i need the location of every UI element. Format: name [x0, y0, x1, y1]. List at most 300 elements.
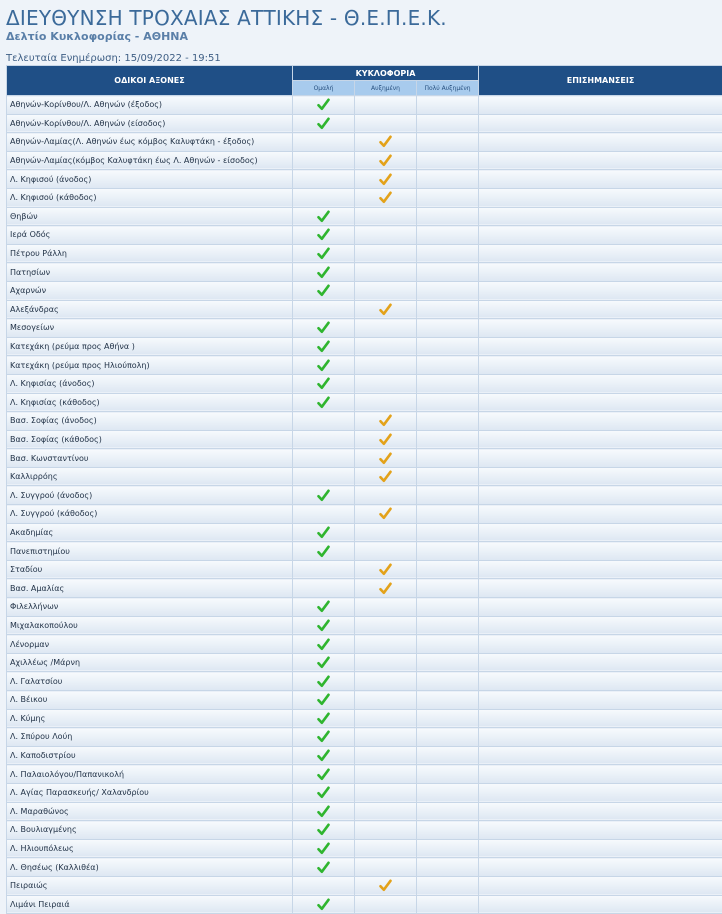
status-increased-cell [355, 505, 417, 524]
checkmark-icon [317, 489, 330, 502]
road-name: Ακαδημίας [7, 523, 293, 542]
status-very-increased-cell [417, 393, 479, 412]
notes-cell [479, 114, 722, 133]
status-normal-cell [293, 560, 355, 579]
status-increased-cell [355, 579, 417, 598]
table-row [7, 319, 722, 338]
status-normal-cell [293, 783, 355, 802]
notes-cell [479, 876, 722, 895]
checkmark-icon [379, 303, 392, 316]
status-normal-cell [293, 300, 355, 319]
status-increased-cell [355, 486, 417, 505]
status-increased-cell [355, 356, 417, 375]
status-normal-cell [293, 728, 355, 747]
header-notes: ΕΠΙΣΗΜΑΝΣΕΙΣ [479, 66, 722, 96]
table-row [7, 728, 722, 747]
notes-cell [479, 672, 722, 691]
checkmark-icon [379, 563, 392, 576]
status-normal-cell [293, 188, 355, 207]
road-name: Λ. Μαραθώνος [7, 802, 293, 821]
status-very-increased-cell [417, 895, 479, 914]
status-normal-cell [293, 821, 355, 840]
table-row [7, 412, 722, 431]
status-increased-cell [355, 746, 417, 765]
status-increased-cell [355, 653, 417, 672]
status-normal-cell [293, 858, 355, 877]
status-normal-cell [293, 505, 355, 524]
status-very-increased-cell [417, 226, 479, 245]
table-row [7, 430, 722, 449]
status-very-increased-cell [417, 542, 479, 561]
table-row [7, 579, 722, 598]
checkmark-icon [317, 247, 330, 260]
notes-cell [479, 96, 722, 115]
status-very-increased-cell [417, 430, 479, 449]
notes-cell [479, 783, 722, 802]
road-name: Λ. Σπύρου Λούη [7, 728, 293, 747]
table-row [7, 263, 722, 282]
status-normal-cell [293, 356, 355, 375]
table-row [7, 709, 722, 728]
checkmark-icon [317, 749, 330, 762]
status-normal-cell [293, 635, 355, 654]
table-row [7, 635, 722, 654]
road-name: Βασ. Σοφίας (άνοδος) [7, 412, 293, 431]
checkmark-icon [379, 154, 392, 167]
status-very-increased-cell [417, 635, 479, 654]
status-normal-cell [293, 876, 355, 895]
road-name: Φιλελλήνων [7, 598, 293, 617]
table-row [7, 226, 722, 245]
road-name: Μιχαλακοπούλου [7, 616, 293, 635]
notes-cell [479, 319, 722, 338]
status-very-increased-cell [417, 598, 479, 617]
status-increased-cell [355, 709, 417, 728]
status-normal-cell [293, 616, 355, 635]
status-normal-cell [293, 170, 355, 189]
notes-cell [479, 337, 722, 356]
status-normal-cell [293, 746, 355, 765]
notes-cell [479, 151, 722, 170]
status-increased-cell [355, 412, 417, 431]
checkmark-icon [317, 656, 330, 669]
table-row [7, 207, 722, 226]
table-row [7, 300, 722, 319]
status-increased-cell [355, 449, 417, 468]
checkmark-icon [379, 452, 392, 465]
road-name: Λιμάνι Πειραιά [7, 895, 293, 914]
status-very-increased-cell [417, 523, 479, 542]
status-increased-cell [355, 783, 417, 802]
table-row [7, 783, 722, 802]
status-increased-cell [355, 188, 417, 207]
status-normal-cell [293, 523, 355, 542]
checkmark-icon [317, 730, 330, 743]
checkmark-icon [317, 842, 330, 855]
status-increased-cell [355, 467, 417, 486]
status-normal-cell [293, 653, 355, 672]
table-row [7, 839, 722, 858]
table-row [7, 672, 722, 691]
status-normal-cell [293, 374, 355, 393]
status-very-increased-cell [417, 876, 479, 895]
status-normal-cell [293, 114, 355, 133]
table-row [7, 188, 722, 207]
status-increased-cell [355, 244, 417, 263]
status-very-increased-cell [417, 802, 479, 821]
road-name: Λ. Βέικου [7, 691, 293, 710]
notes-cell [479, 188, 722, 207]
table-row [7, 895, 722, 914]
status-normal-cell [293, 430, 355, 449]
table-row [7, 765, 722, 784]
checkmark-icon [317, 712, 330, 725]
status-very-increased-cell [417, 691, 479, 710]
status-increased-cell [355, 374, 417, 393]
status-very-increased-cell [417, 300, 479, 319]
status-increased-cell [355, 616, 417, 635]
road-name: Κατεχάκη (ρεύμα προς Ηλιούπολη) [7, 356, 293, 375]
status-normal-cell [293, 709, 355, 728]
notes-cell [479, 765, 722, 784]
road-name: Λ. Ηλιουπόλεως [7, 839, 293, 858]
road-name: Βασ. Κωνσταντίνου [7, 449, 293, 468]
status-normal-cell [293, 691, 355, 710]
checkmark-icon [379, 414, 392, 427]
header-road-axes: ΟΔΙΚΟΙ ΑΞΟΝΕΣ [7, 66, 293, 96]
status-increased-cell [355, 430, 417, 449]
status-very-increased-cell [417, 374, 479, 393]
road-name: Λ. Βουλιαγμένης [7, 821, 293, 840]
page-subtitle: Δελτίο Κυκλοφορίας - ΑΘΗΝΑ [6, 30, 188, 43]
status-increased-cell [355, 393, 417, 412]
notes-cell [479, 393, 722, 412]
status-very-increased-cell [417, 244, 479, 263]
status-very-increased-cell [417, 765, 479, 784]
status-increased-cell [355, 170, 417, 189]
checkmark-icon [317, 638, 330, 651]
status-increased-cell [355, 765, 417, 784]
road-name: Θηβών [7, 207, 293, 226]
notes-cell [479, 839, 722, 858]
road-name: Λ. Συγγρού (άνοδος) [7, 486, 293, 505]
status-increased-cell [355, 133, 417, 152]
road-name: Κατεχάκη (ρεύμα προς Αθήνα ) [7, 337, 293, 356]
status-normal-cell [293, 672, 355, 691]
checkmark-icon [379, 135, 392, 148]
road-name: Αθηνών-Λαμίας(κόμβος Καλυφτάκη έως Λ. Αθηνών - είσοδος) [7, 151, 293, 170]
table-row [7, 467, 722, 486]
road-name: Αχιλλέως /Μάρνη [7, 653, 293, 672]
status-normal-cell [293, 839, 355, 858]
checkmark-icon [379, 173, 392, 186]
checkmark-icon [379, 879, 392, 892]
header-level-very-increased: Πολύ Αυξημένη [417, 81, 479, 96]
status-very-increased-cell [417, 653, 479, 672]
status-very-increased-cell [417, 560, 479, 579]
status-very-increased-cell [417, 207, 479, 226]
status-increased-cell [355, 876, 417, 895]
checkmark-icon [317, 359, 330, 372]
status-normal-cell [293, 281, 355, 300]
status-very-increased-cell [417, 337, 479, 356]
notes-cell [479, 281, 722, 300]
checkmark-icon [317, 619, 330, 632]
status-increased-cell [355, 839, 417, 858]
status-very-increased-cell [417, 412, 479, 431]
status-very-increased-cell [417, 133, 479, 152]
table-row [7, 170, 722, 189]
notes-cell [479, 430, 722, 449]
status-very-increased-cell [417, 170, 479, 189]
status-increased-cell [355, 821, 417, 840]
status-normal-cell [293, 802, 355, 821]
notes-cell [479, 244, 722, 263]
status-very-increased-cell [417, 783, 479, 802]
notes-cell [479, 486, 722, 505]
checkmark-icon [317, 861, 330, 874]
status-increased-cell [355, 858, 417, 877]
status-normal-cell [293, 207, 355, 226]
road-name: Σταδίου [7, 560, 293, 579]
checkmark-icon [317, 284, 330, 297]
road-name: Μεσογείων [7, 319, 293, 338]
status-increased-cell [355, 281, 417, 300]
road-name: Αθηνών-Κορίνθου/Λ. Αθηνών (είσοδος) [7, 114, 293, 133]
road-name: Αθηνών-Κορίνθου/Λ. Αθηνών (έξοδος) [7, 96, 293, 115]
status-normal-cell [293, 486, 355, 505]
road-name: Καλλιρρόης [7, 467, 293, 486]
checkmark-icon [317, 600, 330, 613]
table-row [7, 653, 722, 672]
status-increased-cell [355, 151, 417, 170]
status-increased-cell [355, 635, 417, 654]
notes-cell [479, 858, 722, 877]
notes-cell [479, 263, 722, 282]
road-name: Λ. Αγίας Παρασκευής/ Χαλανδρίου [7, 783, 293, 802]
status-very-increased-cell [417, 672, 479, 691]
table-row [7, 505, 722, 524]
road-name: Λ. Συγγρού (κάθοδος) [7, 505, 293, 524]
table-row [7, 393, 722, 412]
table-row [7, 802, 722, 821]
notes-cell [479, 635, 722, 654]
notes-cell [479, 505, 722, 524]
status-increased-cell [355, 207, 417, 226]
notes-cell [479, 412, 722, 431]
status-very-increased-cell [417, 709, 479, 728]
status-very-increased-cell [417, 839, 479, 858]
header-level-normal: Ομαλή [293, 81, 355, 96]
status-increased-cell [355, 114, 417, 133]
checkmark-icon [317, 526, 330, 539]
notes-cell [479, 226, 722, 245]
table-row [7, 858, 722, 877]
table-row [7, 96, 722, 115]
checkmark-icon [379, 433, 392, 446]
table-row [7, 616, 722, 635]
table-row [7, 691, 722, 710]
notes-cell [479, 170, 722, 189]
checkmark-icon [317, 545, 330, 558]
status-very-increased-cell [417, 579, 479, 598]
road-name: Αλεξάνδρας [7, 300, 293, 319]
table-row [7, 598, 722, 617]
status-very-increased-cell [417, 486, 479, 505]
status-normal-cell [293, 244, 355, 263]
status-increased-cell [355, 691, 417, 710]
notes-cell [479, 653, 722, 672]
last-update-text: Τελευταία Ενημέρωση: 15/09/2022 - 19:51 [6, 53, 221, 64]
checkmark-icon [379, 191, 392, 204]
table-row [7, 560, 722, 579]
status-normal-cell [293, 96, 355, 115]
road-name: Πειραιώς [7, 876, 293, 895]
checkmark-icon [317, 98, 330, 111]
status-very-increased-cell [417, 449, 479, 468]
status-normal-cell [293, 133, 355, 152]
checkmark-icon [317, 321, 330, 334]
checkmark-icon [317, 693, 330, 706]
notes-cell [479, 616, 722, 635]
checkmark-icon [379, 507, 392, 520]
status-normal-cell [293, 412, 355, 431]
notes-cell [479, 821, 722, 840]
status-increased-cell [355, 802, 417, 821]
road-name: Ιερά Οδός [7, 226, 293, 245]
status-increased-cell [355, 337, 417, 356]
notes-cell [479, 523, 722, 542]
road-name: Λ. Κηφισίας (κάθοδος) [7, 393, 293, 412]
status-normal-cell [293, 393, 355, 412]
road-name: Λ. Παλαιολόγου/Παπανικολή [7, 765, 293, 784]
status-increased-cell [355, 672, 417, 691]
road-name: Πανεπιστημίου [7, 542, 293, 561]
table-row [7, 337, 722, 356]
status-very-increased-cell [417, 281, 479, 300]
road-name: Πέτρου Ράλλη [7, 244, 293, 263]
status-increased-cell [355, 263, 417, 282]
status-increased-cell [355, 598, 417, 617]
traffic-table [6, 65, 722, 914]
status-very-increased-cell [417, 467, 479, 486]
status-increased-cell [355, 300, 417, 319]
table-row [7, 151, 722, 170]
status-very-increased-cell [417, 616, 479, 635]
notes-cell [479, 746, 722, 765]
checkmark-icon [317, 898, 330, 911]
status-increased-cell [355, 560, 417, 579]
notes-cell [479, 542, 722, 561]
table-row [7, 746, 722, 765]
notes-cell [479, 802, 722, 821]
status-increased-cell [355, 542, 417, 561]
road-name: Λ. Κηφισίας (άνοδος) [7, 374, 293, 393]
notes-cell [479, 356, 722, 375]
status-very-increased-cell [417, 263, 479, 282]
table-row [7, 356, 722, 375]
status-very-increased-cell [417, 505, 479, 524]
status-normal-cell [293, 226, 355, 245]
checkmark-icon [317, 786, 330, 799]
notes-cell [479, 728, 722, 747]
status-normal-cell [293, 319, 355, 338]
status-normal-cell [293, 337, 355, 356]
table-row [7, 281, 722, 300]
status-very-increased-cell [417, 356, 479, 375]
table-row [7, 114, 722, 133]
page-title: ΔΙΕΥΘΥΝΣΗ ΤΡΟΧΑΙΑΣ ΑΤΤΙΚΗΣ - Θ.Ε.Π.Ε.Κ. [6, 6, 447, 30]
status-normal-cell [293, 579, 355, 598]
table-row [7, 876, 722, 895]
status-increased-cell [355, 523, 417, 542]
checkmark-icon [317, 117, 330, 130]
notes-cell [479, 374, 722, 393]
checkmark-icon [317, 377, 330, 390]
status-normal-cell [293, 895, 355, 914]
header-level-increased: Αυξημένη [355, 81, 417, 96]
header-traffic: ΚΥΚΛΟΦΟΡΙΑ [293, 66, 479, 81]
road-name: Λ. Γαλατσίου [7, 672, 293, 691]
notes-cell [479, 133, 722, 152]
status-very-increased-cell [417, 746, 479, 765]
notes-cell [479, 691, 722, 710]
status-very-increased-cell [417, 151, 479, 170]
table-row [7, 821, 722, 840]
checkmark-icon [379, 470, 392, 483]
status-normal-cell [293, 467, 355, 486]
notes-cell [479, 560, 722, 579]
road-name: Αχαρνών [7, 281, 293, 300]
status-very-increased-cell [417, 188, 479, 207]
road-name: Πατησίων [7, 263, 293, 282]
status-very-increased-cell [417, 114, 479, 133]
status-normal-cell [293, 765, 355, 784]
status-very-increased-cell [417, 728, 479, 747]
road-name: Αθηνών-Λαμίας(Λ. Αθηνών έως κόμβος Καλυφτάκη - έξοδος) [7, 133, 293, 152]
checkmark-icon [317, 210, 330, 223]
checkmark-icon [317, 823, 330, 836]
checkmark-icon [317, 266, 330, 279]
checkmark-icon [379, 582, 392, 595]
status-normal-cell [293, 598, 355, 617]
table-row [7, 374, 722, 393]
table-row [7, 449, 722, 468]
road-name: Λ. Κηφισού (άνοδος) [7, 170, 293, 189]
road-name: Λ. Κηφισού (κάθοδος) [7, 188, 293, 207]
table-row [7, 133, 722, 152]
status-very-increased-cell [417, 821, 479, 840]
table-row [7, 486, 722, 505]
status-increased-cell [355, 319, 417, 338]
road-name: Λ. Καποδιστρίου [7, 746, 293, 765]
status-increased-cell [355, 96, 417, 115]
status-normal-cell [293, 449, 355, 468]
status-very-increased-cell [417, 319, 479, 338]
notes-cell [479, 207, 722, 226]
checkmark-icon [317, 396, 330, 409]
status-increased-cell [355, 226, 417, 245]
checkmark-icon [317, 228, 330, 241]
status-normal-cell [293, 542, 355, 561]
status-normal-cell [293, 263, 355, 282]
notes-cell [479, 579, 722, 598]
status-normal-cell [293, 151, 355, 170]
table-row [7, 523, 722, 542]
notes-cell [479, 467, 722, 486]
checkmark-icon [317, 768, 330, 781]
table-row [7, 542, 722, 561]
